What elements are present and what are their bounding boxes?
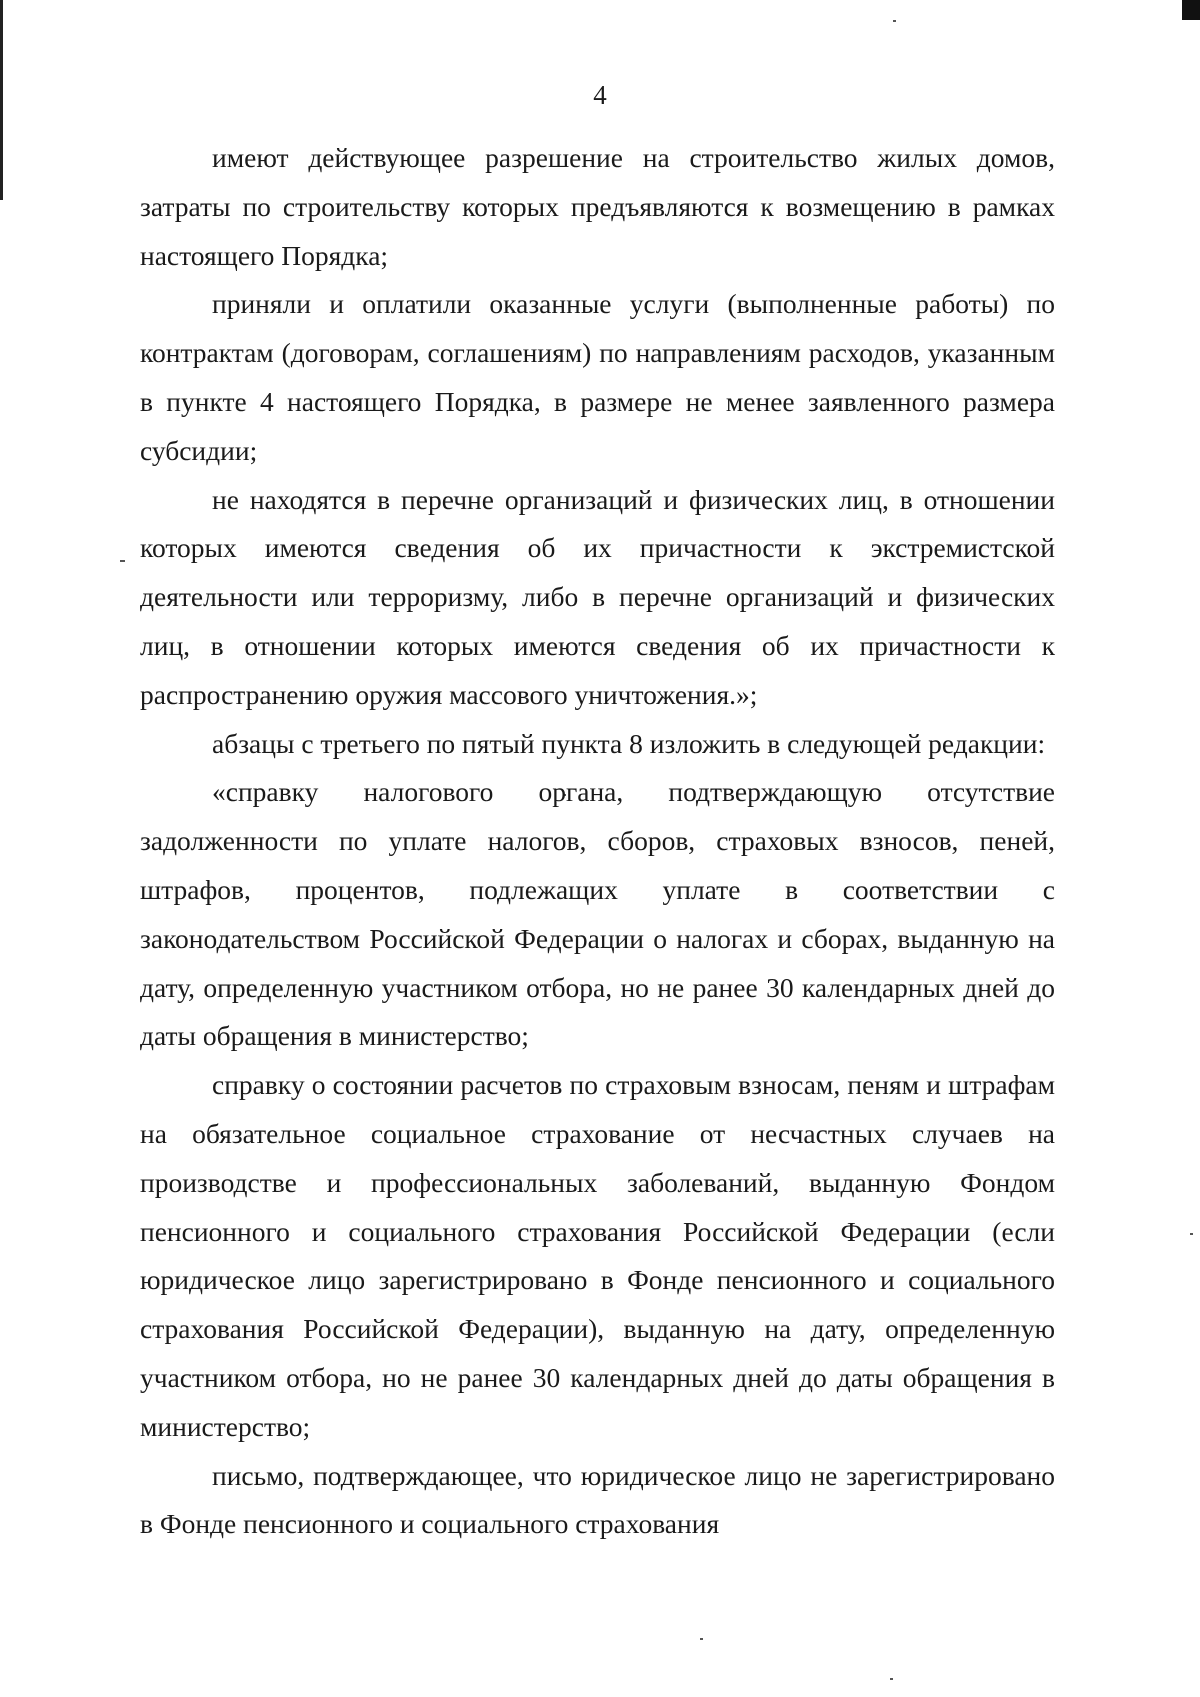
scan-corner-mark bbox=[1182, 0, 1200, 20]
paragraph: имеют действующее разрешение на строительство жилых домов, затраты по строительству которых предъявляются к возмещению в рамках настоящего Порядка; bbox=[140, 142, 1055, 271]
document-body bbox=[140, 134, 1055, 1549]
scan-speck bbox=[890, 1678, 893, 1680]
scan-speck bbox=[1190, 1233, 1193, 1235]
paragraph: справку о состоянии расчетов по страховым взносам, пеням и штрафам на обязательное социальное страхование от несчастных случаев на производстве и профессиональных заболеваний, выданную Фондом пенсионного и социального страхования Российской Федерации (если юридическое лицо зарегистрировано в Фонде пенсионного и социального страхования Российской Федерации), выданную на дату, определенную участником отбора, но не ранее 30 календарных дней до даты обращения в министерство; bbox=[140, 1069, 1055, 1442]
paragraph: не находятся в перечне организаций и физических лиц, в отношении которых имеются сведения об их причастности к экстремистской деятельности или терроризму, либо в перечне организаций и физических лиц, в отношении которых имеются сведения об их причастности к распространению оружия массового уничтожения.»; bbox=[140, 483, 1055, 710]
scan-speck bbox=[700, 1638, 703, 1640]
page-number: 4 bbox=[593, 80, 607, 110]
scan-speck bbox=[120, 560, 125, 562]
paragraph: приняли и оплатили оказанные услуги (выполненные работы) по контрактам (договорам, соглашениям) по направлениям расходов, указанным в пункте 4 настоящего Порядка, в размере не менее заявленного размера субсидии; bbox=[140, 288, 1055, 466]
paragraph: письмо, подтверждающее, что юридическое лицо не зарегистрировано в Фонде пенсионного и социального страхования bbox=[140, 1459, 1055, 1540]
paragraph: «справку налогового органа, подтверждающую отсутствие задолженности по уплате налогов, сборов, страховых взносов, пеней, штрафов, процентов, подлежащих уплате в соответствии с законодательством Российской Федерации о налогах и сборах, выданную на дату, определенную участником отбора, но не ранее 30 календарных дней до даты обращения в министерство; bbox=[140, 776, 1055, 1052]
scan-speck bbox=[893, 20, 896, 22]
paragraph: абзацы с третьего по пятый пункта 8 изложить в следующей редакции: bbox=[212, 727, 1046, 759]
